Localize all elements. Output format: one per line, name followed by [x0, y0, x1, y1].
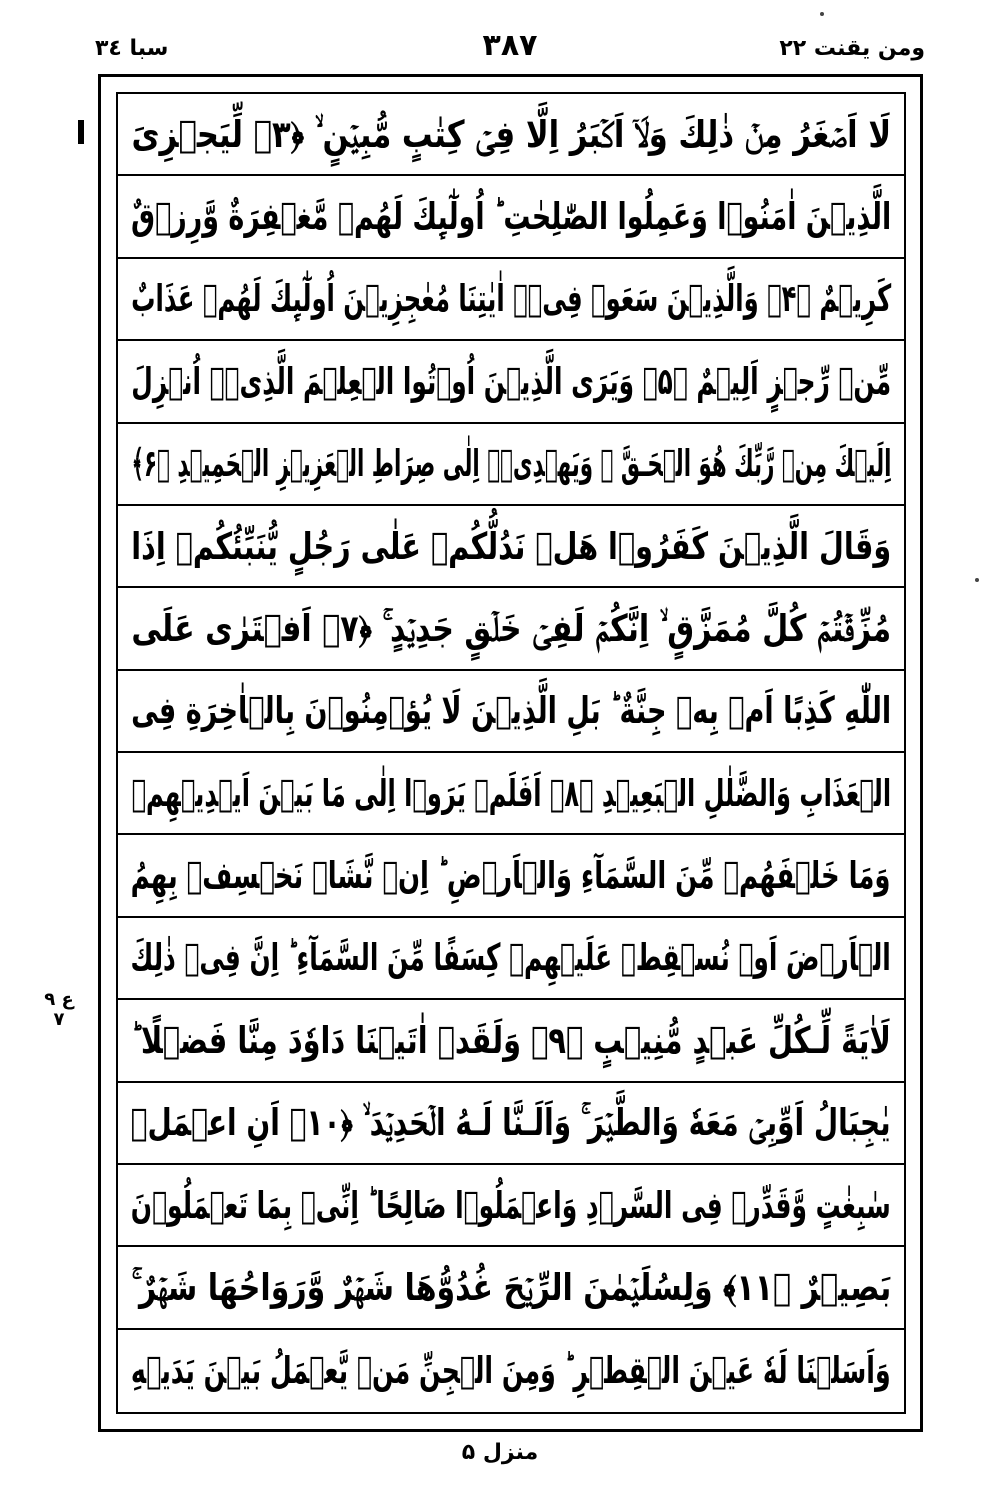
text-line — [118, 506, 904, 588]
text-line — [118, 918, 904, 1000]
line-text: مُزِّقۡتُمۡ كُلَّ مُمَزَّقٍ ۙ اِنَّكُمۡ لَفِىۡ خَلۡقٍ جَدِيۡدٍ ۚ ﴿۷﴾ اَفۡتَرٰى عَلَى — [131, 606, 891, 650]
line-text: وَاَسَلۡنَا لَهٗ عَيۡنَ الۡقِطۡرِ ؕ وَمِنَ الۡجِنِّ مَنۡ يَّعۡمَلُ بَيۡنَ يَدَيۡهِ — [131, 1349, 891, 1393]
line-text: يٰجِبَالُ اَوِّبِىۡ مَعَهٗ وَالطَّيۡرَ ۚ وَاَلَـنَّا لَـهُ الۡحَدِيۡدَ ۙ ﴿۱۰﴾ اَنِ اعۡمَلۡ — [130, 1101, 892, 1145]
page-number: ۳۸۷ — [482, 28, 538, 63]
text-line — [118, 1165, 904, 1247]
scan-speck — [820, 12, 824, 16]
text-line — [118, 1247, 904, 1329]
line-text: سٰبِغٰتٍ وَّقَدِّرۡ فِى السَّرۡدِ وَاعۡمَلُوۡا صَالِحًا ؕ اِنِّىۡ بِمَا تَعۡمَلُوۡنَ — [130, 1183, 891, 1227]
text-line — [118, 835, 904, 917]
line-text: مِّنۡ رِّجۡزٍ اَلِيۡمٌ ﴿۵﴾ وَيَرَى الَّذِيۡنَ اُوۡتُوا الۡعِلۡمَ الَّذِىۡۤ اُنۡزِلَ — [131, 359, 891, 403]
text-line — [118, 94, 904, 176]
line-text: وَقَالَ الَّذِيۡنَ كَفَرُوۡا هَلۡ نَدُلُّكُمۡ عَلٰى رَجُلٍ يُّنَبِّئُكُمۡ اِذَا — [131, 524, 891, 568]
line-text: كَرِيۡمٌ ﴿۴﴾ وَالَّذِيۡنَ سَعَوۡ فِىۡۤ اٰيٰتِنَا مُعٰجِزِيۡنَ اُولٰٓٮِٕكَ لَهُمۡ عَذَابٌ — [130, 277, 892, 321]
text-line — [118, 341, 904, 423]
text-block — [118, 94, 904, 1412]
text-line — [118, 588, 904, 670]
surah-name: سبا ۳٤ — [95, 36, 169, 61]
text-line — [118, 259, 904, 341]
line-text: الَّذِيۡنَ اٰمَنُوۡا وَعَمِلُوا الصّٰلِحٰتِ ؕ اُولٰٓٮِٕكَ لَهُمۡ مَّغۡفِرَةٌ وَّرِزۡقٌ — [130, 195, 892, 239]
text-line — [118, 176, 904, 258]
line-text: اِلَيۡكَ مِنۡ رَّبِّكَ هُوَ الۡحَـقَّ ۙ وَيَهۡدِىۡۤ اِلٰى صِرَاطِ الۡعَزِيۡزِ الۡحَمِيۡدِ ﴿۶﴾ — [130, 442, 892, 486]
line-text: الۡعَذَابِ وَالضَّلٰلِ الۡبَعِيۡدِ ﴿۸﴾ اَفَلَمۡ يَرَوۡا اِلٰى مَا بَيۡنَ اَيۡدِيۡهِمۡ — [131, 771, 891, 815]
line-text: لَا اَصۡغَرُ مِنۡ ذٰلِكَ وَلَاۤ اَكۡبَرُ اِلَّا فِىۡ كِتٰبٍ مُّبِيۡنٍ ۙ ﴿۳﴾ لِّيَجۡزِىَ — [131, 112, 891, 156]
line-text: لَاٰيَةً لِّـكُلِّ عَبۡدٍ مُّنِيۡبٍ ﴿۹﴾ وَلَقَدۡ اٰتَيۡنَا دَاوٗدَ مِنَّا فَضۡلًا ؕ — [130, 1018, 892, 1062]
margin-tick — [78, 120, 84, 144]
text-line — [118, 753, 904, 835]
page-header — [95, 28, 925, 78]
text-line — [118, 1330, 904, 1412]
line-text: اللّٰهِ كَذِبًا اَمۡ بِهٖ جِنَّةٌ ؕ بَلِ الَّذِيۡنَ لَا يُؤۡمِنُوۡنَ بِالۡاٰخِرَةِ فِى — [130, 689, 892, 733]
line-text: الۡاَرۡضَ اَوۡ نُسۡقِطۡ عَلَيۡهِمۡ كِسَفًا مِّنَ السَّمَآءِ ؕ اِنَّ فِىۡ ذٰلِكَ — [130, 936, 892, 980]
manzil-footer: منزل ۵ — [461, 1440, 539, 1465]
juz-name: ومن یقنت ۲۲ — [779, 36, 925, 61]
line-text: وَمَا خَلۡفَهُمۡ مِّنَ السَّمَآءِ وَالۡاَرۡضِ ؕ اِنۡ نَّشَاۡ نَخۡسِفۡ بِهِمُ — [131, 854, 891, 898]
ruku-marker: ع ۹ ۷ — [44, 989, 74, 1030]
text-line — [118, 1083, 904, 1165]
scan-speck — [975, 578, 979, 582]
line-text: بَصِيۡرٌ ﴿۱۱﴾ وَلِسُلَيۡمٰنَ الرِّيۡحَ غُدُوُّهَا شَهۡرٌ وَّرَوَاحُهَا شَهۡرٌ ۚ — [131, 1265, 891, 1309]
text-line — [118, 1000, 904, 1082]
text-line — [118, 671, 904, 753]
text-line — [118, 424, 904, 506]
